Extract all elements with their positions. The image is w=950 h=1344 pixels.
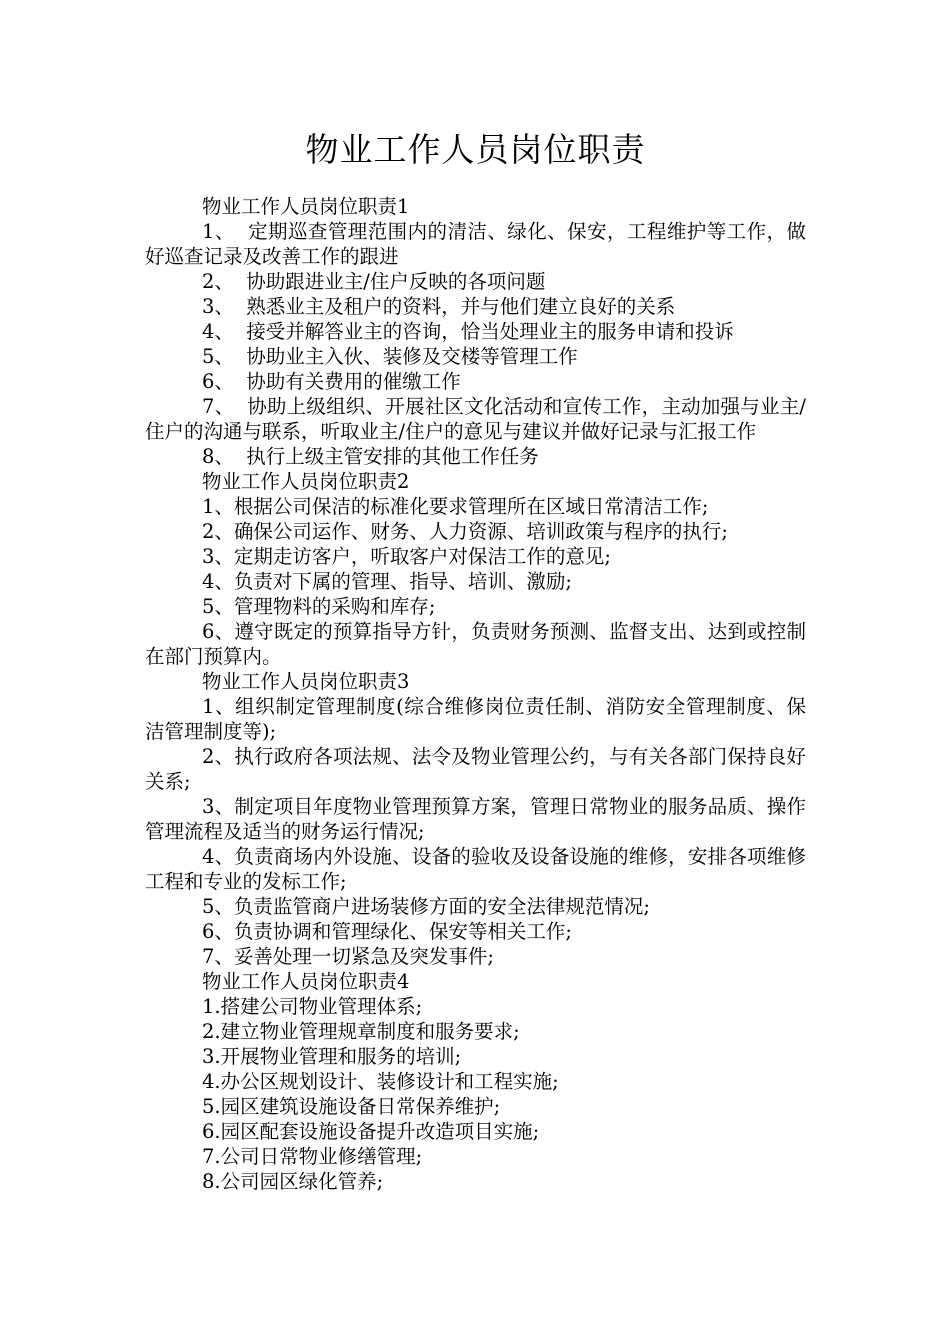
list-item: 4.办公区规划设计、装修设计和工程实施; [202,1070,559,1093]
list-item: 4、负责对下属的管理、指导、培训、激励; [202,570,572,593]
section-heading: 物业工作人员岗位职责3 [202,670,410,693]
list-item: 2.建立物业管理规章制度和服务要求; [202,1020,520,1043]
list-item: 8、 执行上级主管安排的其他工作任务 [202,445,539,468]
section-heading: 物业工作人员岗位职责1 [202,195,410,218]
list-item: 5、 协助业主入伙、装修及交楼等管理工作 [202,345,578,368]
section-heading: 物业工作人员岗位职责2 [202,470,410,493]
list-item: 1、根据公司保洁的标准化要求管理所在区域日常清洁工作; [202,495,709,518]
list-item: 8.公司园区绿化管养; [202,1170,384,1193]
document-title: 物业工作人员岗位职责 [305,130,646,169]
list-item: 1、组织制定管理制度(综合维修岗位责任制、消防安全管理制度、保洁管理制度等); [145,695,806,743]
list-item: 4、 接受并解答业主的咨询，恰当处理业主的服务申请和投诉 [202,320,734,343]
list-item: 6、 协助有关费用的催缴工作 [202,370,461,393]
list-item: 7.公司日常物业修缮管理; [202,1145,423,1168]
list-item: 5、负责监管商户进场装修方面的安全法律规范情况; [202,895,650,918]
document-body [145,194,806,1194]
list-item: 6.园区配套设施设备提升改造项目实施; [202,1120,540,1143]
list-item: 1、 定期巡查管理范围内的清洁、绿化、保安，工程维护等工作，做好巡查记录及改善工作的跟进 [145,220,806,268]
list-item: 2、执行政府各项法规、法令及物业管理公约，与有关各部门保持良好关系; [145,745,806,793]
list-item: 3、 熟悉业主及租户的资料，并与他们建立良好的关系 [202,295,676,318]
list-item: 7、 协助上级组织、开展社区文化活动和宣传工作，主动加强与业主/住户的沟通与联系，听取业主/住户的意见与建议并做好记录与汇报工作 [145,395,806,443]
list-item: 3、制定项目年度物业管理预算方案，管理日常物业的服务品质、操作管理流程及适当的财务运行情况; [145,795,806,843]
list-item: 2、 协助跟进业主/住户反映的各项问题 [202,270,546,293]
list-item: 4、负责商场内外设施、设备的验收及设备设施的维修，安排各项维修工程和专业的发标工作; [145,845,806,893]
list-item: 6、遵守既定的预算指导方针，负责财务预测、监督支出、达到或控制在部门预算内。 [145,620,806,668]
section-heading: 物业工作人员岗位职责4 [202,970,410,993]
list-item: 5、管理物料的采购和库存; [202,595,436,618]
list-item: 3、定期走访客户，听取客户对保洁工作的意见; [202,545,611,568]
list-item: 6、负责协调和管理绿化、保安等相关工作; [202,920,572,943]
list-item: 2、确保公司运作、财务、人力资源、培训政策与程序的执行; [202,520,728,543]
list-item: 7、妥善处理一切紧急及突发事件; [202,945,494,968]
list-item: 3.开展物业管理和服务的培训; [202,1045,462,1068]
list-item: 5.园区建筑设施设备日常保养维护; [202,1095,501,1118]
list-item: 1.搭建公司物业管理体系; [202,995,423,1018]
